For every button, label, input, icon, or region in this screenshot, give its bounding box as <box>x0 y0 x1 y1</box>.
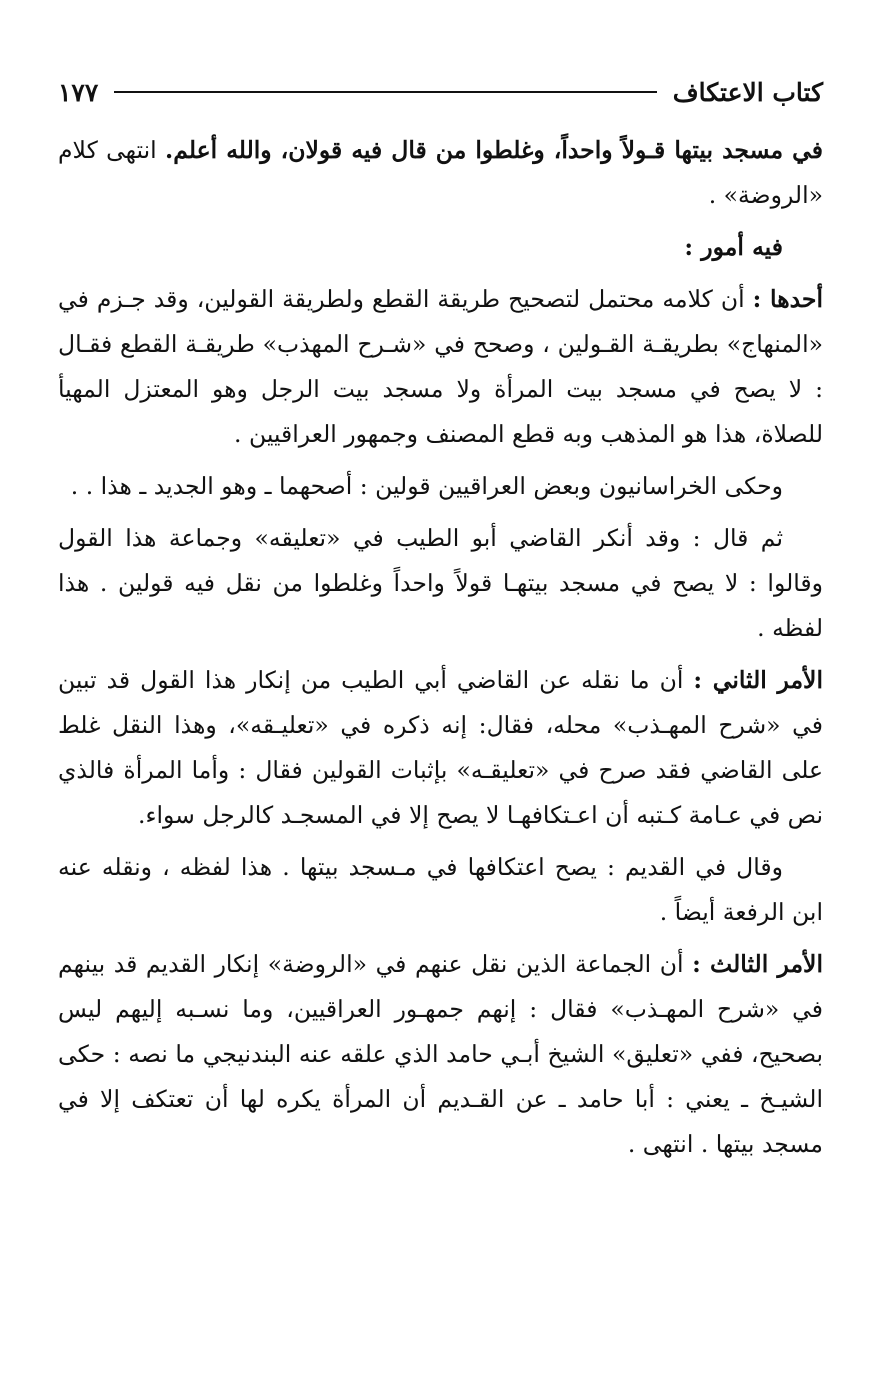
page-number: ١٧٧ <box>58 77 99 107</box>
paragraph-text: ثم قال : وقد أنكر القاضي أبو الطيب في «تعليقه» وجماعة هذا القول وقالوا : لا يصح في مسجد بيتهـا قولاً واحداً وغلطوا من نقل فيه قولين . هذا لفظه . <box>58 524 823 642</box>
paragraph-8 <box>58 942 823 1167</box>
paragraph-1 <box>58 128 823 218</box>
paragraph-4 <box>58 464 823 509</box>
paragraph-text: انتهى كلام «الروضة» . <box>58 136 823 209</box>
paragraph-text: وحكى الخراسانيون وبعض العراقيين قولين : أصحهما ـ وهو الجديد ـ هذا . . <box>70 472 783 500</box>
page-header <box>58 72 823 112</box>
paragraph-3 <box>58 277 823 457</box>
bold-quote: في مسجد بيتها قـولاً واحداً، وغلطوا من قال فيه قولان، والله أعلم. <box>165 136 824 164</box>
paragraph-2 <box>58 225 823 270</box>
running-title: كتاب الاعتكاف <box>672 77 823 107</box>
header-rule <box>114 91 656 93</box>
paragraph-lead: الأمر الثالث : <box>692 950 823 978</box>
paragraph-text: أن كلامه محتمل لتصحيح طريقة القطع ولطريقة القولين، وقد جـزم في «المنهاج» بطريقـة القـولين ، وصحح في «شـرح المهذب» طريقـة القطع فقـال : لا يصح في مسجد بيت المرأة ولا مسجد بيت الرجل وهو المعتزل المهيأ للصلاة، هذا هو المذهب وبه قطع المصنف وجمهور العراقيين . <box>58 285 823 448</box>
paragraph-5 <box>58 516 823 651</box>
paragraph-lead: أحدها : <box>752 285 823 313</box>
paragraph-7 <box>58 845 823 935</box>
paragraph-text: أن ما نقله عن القاضي أبي الطيب من إنكار هذا القول قد تبين في «شرح المهـذب» محله، فقال: إنه ذكره في «تعليـقه»، وهذا النقل غلط على القاضي فقد صرح في «تعليقـه» بإثبات القولين فقال : وأما المرأة فالذي نص في عـامة كـتبه أن اعـتكافهـا لا يصح إلا في المسجـد كالرجل سواء. <box>58 666 823 829</box>
paragraph-6 <box>58 658 823 838</box>
paragraph-text: أن الجماعة الذين نقل عنهم في «الروضة» إنكار القديم قد بينهم في «شرح المهـذب» فقال : إنهم جمهـور العراقيين، وما نسـبه إليهم ليس بصحيح، ففي «تعليق» الشيخ أبـي حامد الذي علقه عنه البندنيجي ما نصه : حكى الشيـخ ـ يعني : أبا حامد ـ عن القـديم أن المرأة يكره لها أن تعتكف إلا في مسجد بيتها . انتهى . <box>58 950 823 1158</box>
section-heading: فيه أمور : <box>684 233 783 261</box>
paragraph-lead: الأمر الثاني : <box>693 666 823 694</box>
body-text <box>58 128 823 1167</box>
paragraph-text: وقال في القديم : يصح اعتكافها في مـسجد بيتها . هذا لفظه ، ونقله عنه ابن الرفعة أيضاً . <box>58 853 823 926</box>
